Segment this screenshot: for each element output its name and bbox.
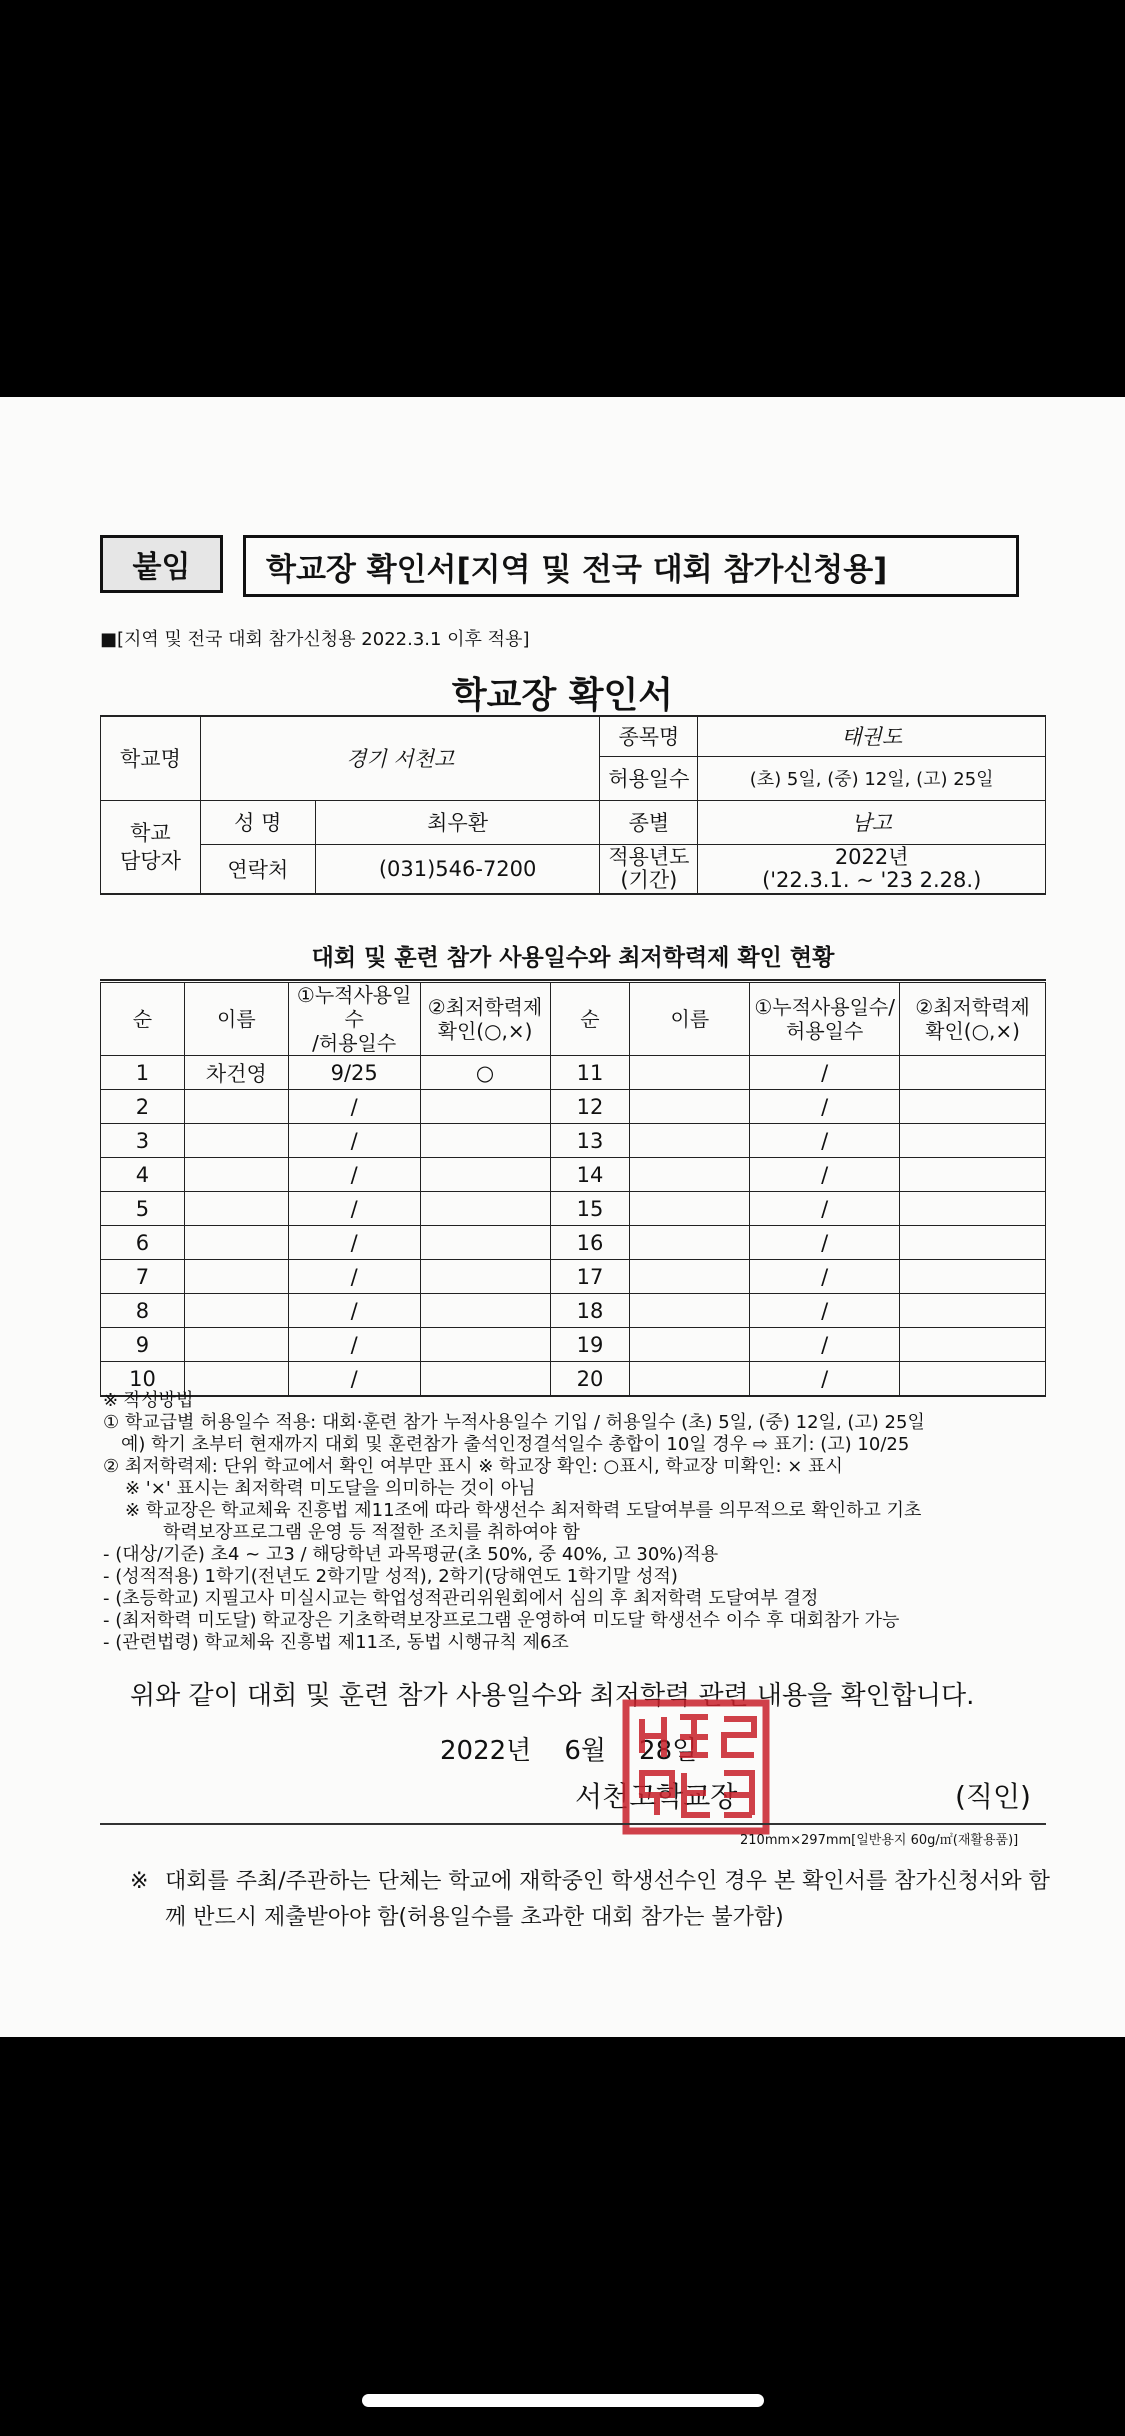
school-signature: 서천고학교장 (575, 1780, 738, 1813)
row-check (420, 1260, 550, 1294)
row-no-right: 15 (550, 1192, 630, 1226)
year-label: 적용년도 (기간) (600, 844, 698, 894)
date: 2022년 6월 28일 (440, 1736, 698, 1766)
attachment-label: 붙임 (100, 535, 223, 593)
note-line: 예) 학기 초부터 현재까지 대회 및 훈련참가 출석인정결석일수 총합이 10일 경우 ⇨ 표기: (고) 10/25 (121, 1434, 910, 1455)
section-title: 대회 및 훈련 참가 사용일수와 최저학력제 확인 현황 (100, 937, 1046, 981)
row-days-right: / (750, 1226, 900, 1260)
name-label: 성 명 (200, 800, 315, 844)
note-line: 학력보장프로그램 운영 등 적절한 조치를 취하여야 함 (163, 1522, 580, 1543)
row-days: 9/25 (288, 1056, 420, 1090)
row-check (420, 1328, 550, 1362)
row-name (184, 1192, 288, 1226)
row-days: / (288, 1090, 420, 1124)
header-check-right: ②최저학력제 확인(○,×) (900, 983, 1046, 1056)
row-no: 6 (101, 1226, 185, 1260)
row-name-right (630, 1226, 750, 1260)
row-no: 9 (101, 1328, 185, 1362)
table-row (101, 1124, 1046, 1158)
row-no-right: 14 (550, 1158, 630, 1192)
note-line: ※ 학교장은 학교체육 진흥법 제11조에 따라 학생선수 최저학력 도달여부를 의무적으로 확인하고 기초 (125, 1500, 922, 1521)
table-row (101, 1328, 1046, 1362)
row-days-right: / (750, 1260, 900, 1294)
row-no: 8 (101, 1294, 185, 1328)
row-days: / (288, 1124, 420, 1158)
row-days-right: / (750, 1124, 900, 1158)
footer-mark: ※ (130, 1869, 149, 1894)
row-days: / (288, 1226, 420, 1260)
row-name (184, 1294, 288, 1328)
row-name-right (630, 1192, 750, 1226)
row-name-right (630, 1056, 750, 1090)
header-days: ①누적사용일수 /허용일수 (288, 983, 420, 1056)
note-line: - (최저학력 미도달) 학교장은 기초학력보장프로그램 운영하여 미도달 학생선수 이수 후 대회참가 가능 (103, 1610, 900, 1631)
document-page (0, 397, 1125, 2037)
header-no-right: 순 (550, 983, 630, 1056)
row-no-right: 20 (550, 1362, 630, 1397)
row-name-right (630, 1124, 750, 1158)
row-check (420, 1294, 550, 1328)
table-row (101, 1158, 1046, 1192)
header-no: 순 (101, 983, 185, 1056)
row-check (420, 1192, 550, 1226)
table-row (101, 1056, 1046, 1090)
row-name (184, 1328, 288, 1362)
row-no: 2 (101, 1090, 185, 1124)
row-no-right: 16 (550, 1226, 630, 1260)
row-check-right (900, 1158, 1046, 1192)
info-table (100, 715, 1046, 895)
header-check: ②최저학력제 확인(○,×) (420, 983, 550, 1056)
row-no-right: 13 (550, 1124, 630, 1158)
table-row (101, 1226, 1046, 1260)
row-name-right (630, 1294, 750, 1328)
table-row (101, 1090, 1046, 1124)
row-check-right (900, 1226, 1046, 1260)
row-days-right: / (750, 1056, 900, 1090)
subnote: ■[지역 및 전국 대회 참가신청용 2022.3.1 이후 적용] (100, 629, 530, 650)
row-days: / (288, 1158, 420, 1192)
note-line: ※ 작성방법 (103, 1390, 194, 1411)
sport: 태권도 (698, 716, 1046, 756)
row-check (420, 1158, 550, 1192)
contact: (031)546-7200 (315, 844, 600, 894)
row-days: / (288, 1260, 420, 1294)
row-no: 10 (101, 1362, 185, 1397)
seal-label: (직인) (955, 1780, 1031, 1813)
note-line: ② 최저학력제: 단위 학교에서 확인 여부만 표시 ※ 학교장 확인: ○표시, 학교장 미확인: × 표시 (103, 1456, 843, 1477)
row-check (420, 1124, 550, 1158)
sport-label: 종목명 (600, 716, 698, 756)
row-name (184, 1158, 288, 1192)
period: ('22.3.1. ~ '23 2.28.) (762, 867, 982, 892)
home-indicator[interactable] (362, 2394, 764, 2407)
row-no: 4 (101, 1158, 185, 1192)
row-name-right (630, 1158, 750, 1192)
footer-note (130, 1864, 1065, 1936)
note-line: ① 학교급별 허용일수 적용: 대회·훈련 참가 누적사용일수 기입 / 허용일수 (초) 5일, (중) 12일, (고) 25일 (103, 1412, 925, 1433)
row-no-right: 17 (550, 1260, 630, 1294)
row-name (184, 1090, 288, 1124)
note-line: - (성적적용) 1학기(전년도 2학기말 성적), 2학기(당해연도 1학기말 성적) (103, 1566, 678, 1587)
row-check-right (900, 1124, 1046, 1158)
row-days: / (288, 1362, 420, 1397)
row-check-right (900, 1056, 1046, 1090)
row-days-right: / (750, 1192, 900, 1226)
divider (100, 1823, 1046, 1825)
row-no-right: 11 (550, 1056, 630, 1090)
row-name-right (630, 1328, 750, 1362)
note-line: - (초등학교) 지필고사 미실시교는 학업성적관리위원회에서 심의 후 최저학력 도달여부 결정 (103, 1588, 819, 1609)
row-days-right: / (750, 1090, 900, 1124)
paper-spec: 210mm×297mm[일반용지 60g/㎡(재활용품)] (740, 1833, 1019, 1848)
row-no: 7 (101, 1260, 185, 1294)
row-days: / (288, 1294, 420, 1328)
row-check-right (900, 1090, 1046, 1124)
row-no-right: 12 (550, 1090, 630, 1124)
confirm-text: 위와 같이 대회 및 훈련 참가 사용일수와 최저학력 관련 내용을 확인합니다. (130, 1681, 975, 1711)
table-row (101, 1294, 1046, 1328)
allowed-days: (초) 5일, (중) 12일, (고) 25일 (698, 756, 1046, 800)
contact-label: 연락처 (200, 844, 315, 894)
row-name: 차건영 (184, 1056, 288, 1090)
row-days-right: / (750, 1294, 900, 1328)
row-no: 5 (101, 1192, 185, 1226)
row-days-right: / (750, 1362, 900, 1397)
row-name (184, 1124, 288, 1158)
row-days: / (288, 1328, 420, 1362)
row-name (184, 1260, 288, 1294)
row-check-right (900, 1328, 1046, 1362)
school-name-label: 학교명 (101, 716, 201, 800)
main-title: 학교장 확인서 (451, 675, 674, 716)
row-name (184, 1226, 288, 1260)
manager-label: 학교 담당자 (101, 800, 201, 894)
row-no: 3 (101, 1124, 185, 1158)
note-line: - (관련법령) 학교체육 진흥법 제11조, 동법 시행규칙 제6조 (103, 1632, 569, 1653)
header-name-right: 이름 (630, 983, 750, 1056)
row-check-right (900, 1294, 1046, 1328)
header-days-right: ①누적사용일수/ 허용일수 (750, 983, 900, 1056)
category-label: 종별 (600, 800, 698, 844)
row-days-right: / (750, 1328, 900, 1362)
year: 2022년 (834, 844, 909, 869)
row-days: / (288, 1192, 420, 1226)
row-no-right: 18 (550, 1294, 630, 1328)
row-no-right: 19 (550, 1328, 630, 1362)
allowed-days-label: 허용일수 (600, 756, 698, 800)
year-cell (698, 844, 1046, 894)
manager-name: 최우환 (315, 800, 600, 844)
row-name-right (630, 1090, 750, 1124)
footer-text: 대회를 주최/주관하는 단체는 학교에 재학중인 학생선수인 경우 본 확인서를 참가신청서와 함께 반드시 제출받아야 함(허용일수를 초과한 대회 참가는 불가함) (165, 1869, 1050, 1930)
participant-table (100, 982, 1046, 1397)
school-seal (620, 1697, 772, 1837)
row-check-right (900, 1260, 1046, 1294)
row-check (420, 1090, 550, 1124)
school-name: 경기 서천고 (200, 716, 600, 800)
row-check: ○ (420, 1056, 550, 1090)
note-line: - (대상/기준) 초4 ~ 고3 / 해당학년 과목평균(초 50%, 중 40%, 고 30%)적용 (103, 1544, 719, 1565)
row-days-right: / (750, 1158, 900, 1192)
row-name-right (630, 1260, 750, 1294)
row-no: 1 (101, 1056, 185, 1090)
notes (103, 1390, 1053, 1654)
table-row (101, 1260, 1046, 1294)
row-check (420, 1226, 550, 1260)
header-name: 이름 (184, 983, 288, 1056)
table-row (101, 1192, 1046, 1226)
category: 남고 (698, 800, 1046, 844)
note-line: ※ '×' 표시는 최저학력 미도달을 의미하는 것이 아님 (125, 1478, 536, 1499)
form-title: 학교장 확인서[지역 및 전국 대회 참가신청용] (243, 535, 1019, 597)
row-check-right (900, 1192, 1046, 1226)
